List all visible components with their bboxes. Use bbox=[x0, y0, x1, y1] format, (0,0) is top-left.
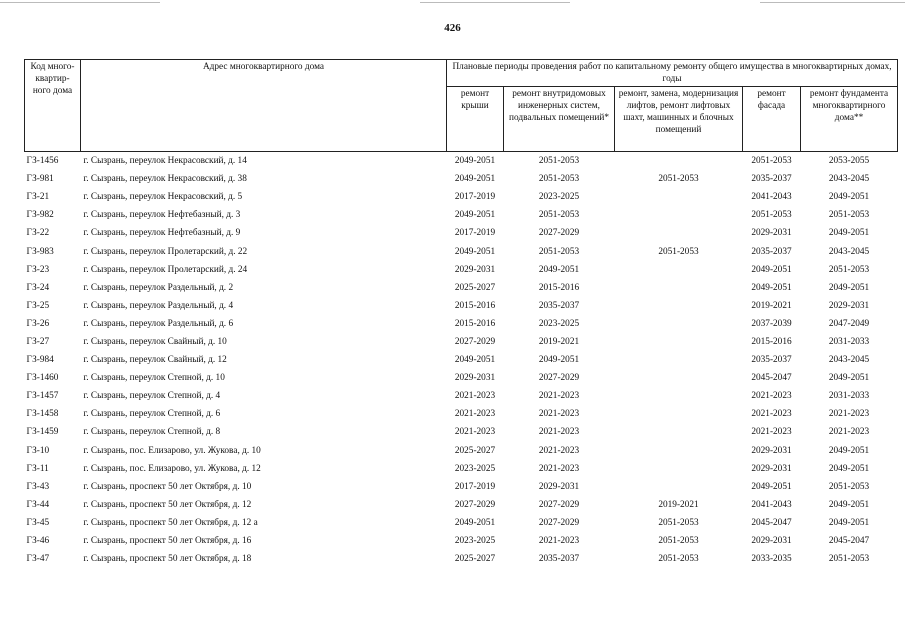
table-row bbox=[25, 442, 898, 460]
cell-roof: 2027-2029 bbox=[454, 336, 496, 347]
table-row bbox=[25, 514, 898, 532]
cell-address: г. Сызрань, переулок Раздельный, д. 6 bbox=[83, 318, 234, 329]
cell-lifts bbox=[615, 224, 743, 242]
cell-code: ГЗ-43 bbox=[26, 481, 50, 492]
header-lifts: ремонт, замена, модернизация лифтов, ремонт лифтовых шахт, машинных и блочных помещений bbox=[615, 87, 743, 152]
cell-code: ГЗ-1459 bbox=[26, 427, 59, 438]
cell-address: г. Сызрань, переулок Нефтебазный, д. 9 bbox=[83, 228, 241, 239]
cell-foundation: 2043-2045 bbox=[828, 355, 870, 366]
cell-foundation: 2021-2023 bbox=[828, 409, 870, 420]
cell-foundation: 2043-2045 bbox=[828, 174, 870, 185]
cell-foundation: 2049-2051 bbox=[828, 373, 870, 384]
header-code: Код много-квартир-ного дома bbox=[25, 60, 81, 152]
table-row bbox=[25, 242, 898, 260]
cell-engineering: 2021-2023 bbox=[538, 445, 580, 456]
cell-facade: 2049-2051 bbox=[751, 264, 792, 275]
cell-foundation: 2031-2033 bbox=[828, 336, 870, 347]
cell-engineering: 2051-2053 bbox=[538, 156, 580, 167]
cell-facade: 2051-2053 bbox=[751, 156, 792, 167]
cell-code: ГЗ-984 bbox=[26, 355, 54, 366]
cell-facade: 2035-2037 bbox=[751, 246, 792, 257]
cell-lifts bbox=[615, 405, 743, 423]
cell-roof: 2049-2051 bbox=[454, 156, 496, 167]
cell-roof: 2025-2027 bbox=[454, 554, 496, 565]
cell-code: ГЗ-11 bbox=[26, 463, 49, 474]
cell-foundation: 2049-2051 bbox=[828, 499, 870, 510]
cell-lifts bbox=[615, 279, 743, 297]
cell-address: г. Сызрань, переулок Некрасовский, д. 5 bbox=[83, 192, 243, 203]
table-body bbox=[25, 152, 898, 569]
cell-code: ГЗ-47 bbox=[26, 554, 50, 565]
cell-address: г. Сызрань, переулок Пролетарский, д. 24 bbox=[83, 264, 248, 275]
cell-foundation: 2029-2031 bbox=[828, 300, 870, 311]
cell-address: г. Сызрань, переулок Степной, д. 6 bbox=[83, 409, 221, 420]
cell-facade: 2029-2031 bbox=[751, 445, 792, 456]
table-row bbox=[25, 152, 898, 171]
cell-lifts bbox=[615, 333, 743, 351]
cell-roof: 2017-2019 bbox=[454, 228, 496, 239]
cell-facade: 2037-2039 bbox=[751, 318, 792, 329]
cell-engineering: 2021-2023 bbox=[538, 463, 580, 474]
cell-address: г. Сызрань, переулок Раздельный, д. 4 bbox=[83, 300, 234, 311]
cell-roof: 2023-2025 bbox=[454, 463, 496, 474]
cell-engineering: 2019-2021 bbox=[538, 336, 580, 347]
cell-lifts bbox=[615, 297, 743, 315]
cell-roof: 2017-2019 bbox=[454, 192, 496, 203]
cell-facade: 2035-2037 bbox=[751, 355, 792, 366]
cell-facade: 2045-2047 bbox=[751, 517, 792, 528]
cell-address: г. Сызрань, переулок Степной, д. 4 bbox=[83, 391, 221, 402]
table-row bbox=[25, 550, 898, 568]
cell-roof: 2025-2027 bbox=[454, 445, 496, 456]
table-row bbox=[25, 224, 898, 242]
cell-facade: 2029-2031 bbox=[751, 536, 792, 547]
cell-roof: 2021-2023 bbox=[454, 427, 496, 438]
cell-code: ГЗ-23 bbox=[26, 264, 50, 275]
cell-facade: 2019-2021 bbox=[751, 300, 792, 311]
cell-lifts bbox=[615, 423, 743, 441]
scan-edge-line bbox=[760, 2, 905, 3]
cell-code: ГЗ-26 bbox=[26, 318, 50, 329]
cell-engineering: 2027-2029 bbox=[538, 499, 580, 510]
cell-lifts: 2051-2053 bbox=[658, 517, 699, 528]
cell-code: ГЗ-25 bbox=[26, 300, 50, 311]
cell-address: г. Сызрань, переулок Некрасовский, д. 38 bbox=[83, 174, 247, 185]
cell-roof: 2021-2023 bbox=[454, 391, 496, 402]
cell-lifts bbox=[615, 351, 743, 369]
cell-engineering: 2015-2016 bbox=[538, 282, 580, 293]
cell-engineering: 2021-2023 bbox=[538, 427, 580, 438]
cell-address: г. Сызрань, переулок Степной, д. 10 bbox=[83, 373, 225, 384]
cell-address: г. Сызрань, проспект 50 лет Октября, д. 16 bbox=[83, 536, 252, 547]
cell-foundation: 2045-2047 bbox=[828, 536, 870, 547]
cell-code: ГЗ-1457 bbox=[26, 391, 59, 402]
table-row bbox=[25, 315, 898, 333]
cell-engineering: 2027-2029 bbox=[538, 517, 580, 528]
cell-roof: 2015-2016 bbox=[454, 300, 496, 311]
cell-engineering: 2027-2029 bbox=[538, 373, 580, 384]
cell-address: г. Сызрань, пос. Елизарово, ул. Жукова, д. 12 bbox=[83, 463, 261, 474]
cell-foundation: 2049-2051 bbox=[828, 192, 870, 203]
cell-engineering: 2029-2031 bbox=[538, 481, 580, 492]
cell-engineering: 2051-2053 bbox=[538, 174, 580, 185]
header-address: Адрес многоквартирного дома bbox=[81, 60, 447, 152]
cell-roof: 2049-2051 bbox=[454, 517, 496, 528]
repair-schedule-table bbox=[24, 59, 898, 568]
cell-code: ГЗ-981 bbox=[26, 174, 54, 185]
cell-lifts bbox=[615, 152, 743, 171]
cell-engineering: 2021-2023 bbox=[538, 391, 580, 402]
cell-code: ГЗ-1460 bbox=[26, 373, 59, 384]
cell-foundation: 2049-2051 bbox=[828, 282, 870, 293]
cell-facade: 2049-2051 bbox=[751, 282, 792, 293]
cell-address: г. Сызрань, пос. Елизарово, ул. Жукова, д. 10 bbox=[83, 445, 261, 456]
cell-lifts: 2051-2053 bbox=[658, 554, 699, 565]
table-row bbox=[25, 478, 898, 496]
cell-roof: 2023-2025 bbox=[454, 536, 496, 547]
cell-facade: 2021-2023 bbox=[751, 391, 792, 402]
table-row bbox=[25, 206, 898, 224]
cell-facade: 2015-2016 bbox=[751, 336, 792, 347]
cell-facade: 2029-2031 bbox=[751, 228, 792, 239]
cell-engineering: 2035-2037 bbox=[538, 554, 580, 565]
cell-roof: 2025-2027 bbox=[454, 282, 496, 293]
cell-address: г. Сызрань, переулок Некрасовский, д. 14 bbox=[83, 156, 247, 167]
cell-facade: 2051-2053 bbox=[751, 210, 792, 221]
cell-lifts: 2051-2053 bbox=[658, 536, 699, 547]
table-row bbox=[25, 188, 898, 206]
cell-foundation: 2051-2053 bbox=[828, 554, 870, 565]
cell-engineering: 2023-2025 bbox=[538, 192, 580, 203]
cell-lifts bbox=[615, 460, 743, 478]
header-foundation: ремонт фундамента многоквартирного дома** bbox=[801, 87, 898, 152]
table-row bbox=[25, 369, 898, 387]
cell-roof: 2049-2051 bbox=[454, 355, 496, 366]
cell-lifts bbox=[615, 387, 743, 405]
table-row bbox=[25, 532, 898, 550]
cell-address: г. Сызрань, переулок Степной, д. 8 bbox=[83, 427, 221, 438]
header-row-top bbox=[25, 60, 898, 87]
cell-facade: 2035-2037 bbox=[751, 174, 792, 185]
cell-code: ГЗ-1456 bbox=[26, 156, 59, 167]
cell-foundation: 2051-2053 bbox=[828, 210, 870, 221]
cell-engineering: 2021-2023 bbox=[538, 536, 580, 547]
cell-roof: 2015-2016 bbox=[454, 318, 496, 329]
cell-roof: 2029-2031 bbox=[454, 373, 496, 384]
header-facade: ремонт фасада bbox=[743, 87, 801, 152]
cell-engineering: 2027-2029 bbox=[538, 228, 580, 239]
cell-code: ГЗ-1458 bbox=[26, 409, 59, 420]
cell-address: г. Сызрань, переулок Нефтебазный, д. 3 bbox=[83, 210, 241, 221]
cell-engineering: 2023-2025 bbox=[538, 318, 580, 329]
cell-engineering: 2049-2051 bbox=[538, 264, 580, 275]
table-row bbox=[25, 170, 898, 188]
cell-roof: 2049-2051 bbox=[454, 174, 496, 185]
cell-lifts bbox=[615, 188, 743, 206]
header-roof: ремонт крыши bbox=[447, 87, 504, 152]
cell-lifts: 2051-2053 bbox=[658, 246, 699, 257]
cell-roof: 2017-2019 bbox=[454, 481, 496, 492]
table-row bbox=[25, 496, 898, 514]
cell-address: г. Сызрань, переулок Пролетарский, д. 22 bbox=[83, 246, 248, 257]
cell-engineering: 2021-2023 bbox=[538, 409, 580, 420]
table-row bbox=[25, 405, 898, 423]
cell-lifts bbox=[615, 369, 743, 387]
cell-foundation: 2049-2051 bbox=[828, 228, 870, 239]
cell-address: г. Сызрань, проспект 50 лет Октября, д. 18 bbox=[83, 554, 252, 565]
table-row bbox=[25, 460, 898, 478]
cell-lifts bbox=[615, 206, 743, 224]
cell-engineering: 2051-2053 bbox=[538, 210, 580, 221]
cell-roof: 2049-2051 bbox=[454, 210, 496, 221]
cell-facade: 2021-2023 bbox=[751, 409, 792, 420]
cell-facade: 2041-2043 bbox=[751, 499, 792, 510]
scan-edge-line bbox=[420, 2, 570, 3]
cell-foundation: 2021-2023 bbox=[828, 427, 870, 438]
cell-code: ГЗ-27 bbox=[26, 336, 50, 347]
cell-code: ГЗ-10 bbox=[26, 445, 50, 456]
cell-facade: 2041-2043 bbox=[751, 192, 792, 203]
cell-engineering: 2049-2051 bbox=[538, 355, 580, 366]
cell-foundation: 2053-2055 bbox=[828, 156, 870, 167]
cell-code: ГЗ-45 bbox=[26, 517, 50, 528]
cell-address: г. Сызрань, переулок Раздельный, д. 2 bbox=[83, 282, 234, 293]
cell-foundation: 2047-2049 bbox=[828, 318, 870, 329]
cell-facade: 2045-2047 bbox=[751, 373, 792, 384]
cell-code: ГЗ-24 bbox=[26, 282, 50, 293]
cell-foundation: 2051-2053 bbox=[828, 481, 870, 492]
cell-facade: 2049-2051 bbox=[751, 481, 792, 492]
cell-engineering: 2035-2037 bbox=[538, 300, 580, 311]
table-row bbox=[25, 333, 898, 351]
cell-code: ГЗ-983 bbox=[26, 246, 54, 257]
cell-code: ГЗ-22 bbox=[26, 228, 50, 239]
table-row bbox=[25, 423, 898, 441]
cell-facade: 2021-2023 bbox=[751, 427, 792, 438]
cell-code: ГЗ-982 bbox=[26, 210, 54, 221]
cell-roof: 2049-2051 bbox=[454, 246, 496, 257]
cell-code: ГЗ-46 bbox=[26, 536, 50, 547]
cell-foundation: 2049-2051 bbox=[828, 463, 870, 474]
cell-address: г. Сызрань, переулок Свайный, д. 12 bbox=[83, 355, 227, 366]
cell-facade: 2029-2031 bbox=[751, 463, 792, 474]
cell-lifts bbox=[615, 478, 743, 496]
cell-foundation: 2031-2033 bbox=[828, 391, 870, 402]
cell-engineering: 2051-2053 bbox=[538, 246, 580, 257]
cell-facade: 2033-2035 bbox=[751, 554, 792, 565]
scan-edge-line bbox=[0, 2, 160, 3]
cell-address: г. Сызрань, проспект 50 лет Октября, д. 10 bbox=[83, 481, 252, 492]
table-row bbox=[25, 297, 898, 315]
header-engineering: ремонт внутридомовых инженерных систем, подвальных помещений* bbox=[504, 87, 615, 152]
page-number: 426 bbox=[444, 22, 461, 34]
header-periods: Плановые периоды проведения работ по капитальному ремонту общего имущества в многоквартирных домах, годы bbox=[447, 60, 898, 87]
cell-foundation: 2043-2045 bbox=[828, 246, 870, 257]
table-row bbox=[25, 351, 898, 369]
cell-address: г. Сызрань, переулок Свайный, д. 10 bbox=[83, 336, 227, 347]
cell-roof: 2029-2031 bbox=[454, 264, 496, 275]
cell-lifts bbox=[615, 315, 743, 333]
cell-address: г. Сызрань, проспект 50 лет Октября, д. 12 а bbox=[83, 517, 258, 528]
cell-code: ГЗ-21 bbox=[26, 192, 50, 203]
table-row bbox=[25, 261, 898, 279]
cell-lifts bbox=[615, 442, 743, 460]
cell-roof: 2027-2029 bbox=[454, 499, 496, 510]
cell-foundation: 2049-2051 bbox=[828, 517, 870, 528]
cell-lifts: 2019-2021 bbox=[658, 499, 699, 510]
cell-roof: 2021-2023 bbox=[454, 409, 496, 420]
cell-lifts bbox=[615, 261, 743, 279]
table-row bbox=[25, 279, 898, 297]
cell-foundation: 2049-2051 bbox=[828, 445, 870, 456]
cell-code: ГЗ-44 bbox=[26, 499, 50, 510]
cell-foundation: 2051-2053 bbox=[828, 264, 870, 275]
table-row bbox=[25, 387, 898, 405]
cell-lifts: 2051-2053 bbox=[658, 174, 699, 185]
cell-address: г. Сызрань, проспект 50 лет Октября, д. 12 bbox=[83, 499, 252, 510]
